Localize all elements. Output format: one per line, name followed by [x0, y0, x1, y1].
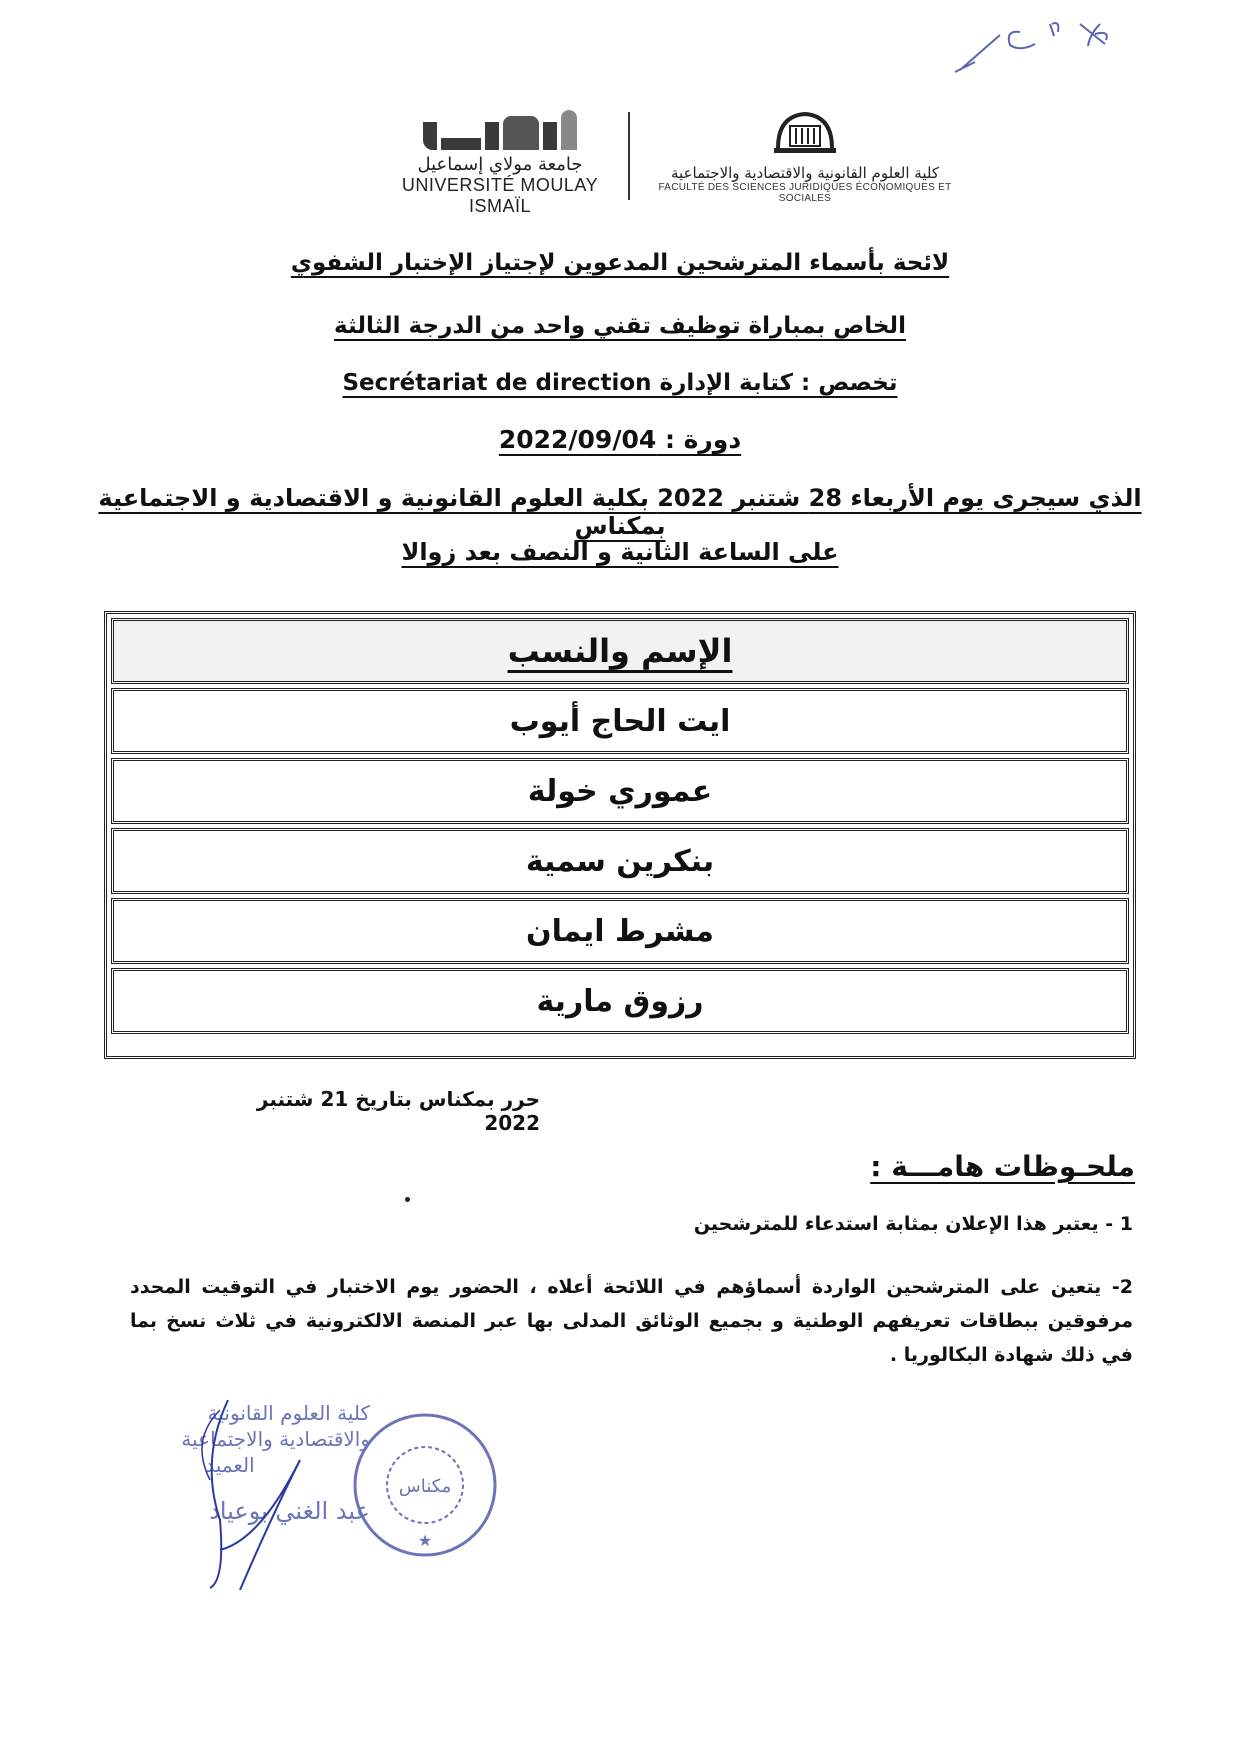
university-logo [385, 108, 615, 216]
note-item-2: 2- يتعين على المترشحين الواردة أسماؤهم في اللائحة أعلاه ، الحضور يوم الاختبار في التوقيت المحدد مرفوقين ببطاقات تعريفهم الوطنية و بجميع الوثائق المدلى بها عبر المنصة الالكترونية في ثلاث نسخ بما في ذلك شهادة البكالوريا . [130, 1276, 1133, 1366]
candidates-table [104, 611, 1136, 1059]
table-row: مشرط ايمان [111, 898, 1129, 964]
title-line-6: على الساعة الثانية و النصف بعد زوالا [401, 538, 839, 566]
stamp-signature-name: عبد الغني بوعياد [209, 1497, 370, 1525]
signature [180, 1400, 360, 1590]
round-stamp [350, 1410, 500, 1560]
handwritten-marks [940, 10, 1230, 80]
table-row: رزوق مارية [111, 968, 1129, 1034]
round-stamp-text: مكناس [398, 1476, 452, 1497]
table-row: ايت الحاج أيوب [111, 688, 1129, 754]
logo-divider [628, 112, 630, 200]
table-header: الإسم والنسب [111, 618, 1129, 684]
table-row: عموري خولة [111, 758, 1129, 824]
svg-text:★: ★ [417, 1531, 433, 1550]
stamp-line-3: العميد [205, 1453, 255, 1477]
stamp-line-1: كلية العلوم القانونية [207, 1401, 370, 1425]
title-line-3: تخصص : كتابة الإدارة Secrétariat de direction [342, 370, 898, 396]
university-name-arabic: جامعة مولاي إسماعيل [417, 154, 583, 175]
title-line-1: لائحة بأسماء المترشحين المدعوين لإجتياز الإختبار الشفوي [290, 250, 950, 276]
stray-dot [405, 1197, 410, 1202]
university-name-french: UNIVERSITÉ MOULAY ISMAÏL [401, 175, 599, 216]
title-line-4: دورة : 2022/09/04 [498, 425, 742, 454]
table-row: بنكرين سمية [111, 828, 1129, 894]
faculty-name-arabic: كلية العلوم القانونية والاقتصادية والاجتماعية [671, 164, 939, 182]
title-line-5: الذي سيجرى يوم الأربعاء 28 شتنبر 2022 بكلية العلوم القانونية و الاقتصادية و الاجتماعية بمكناس [98, 484, 1142, 540]
issued-date: حرر بمكناس بتاريخ 21 شتنبر 2022 [256, 1087, 540, 1135]
title-line-2: الخاص بمباراة توظيف تقني واحد من الدرجة الثالثة [334, 313, 906, 339]
stamp-line-2: والاقتصادية والاجتماعية [181, 1427, 370, 1451]
faculty-name-french: FACULTÉ DES SCIENCES JURIDIQUES ÉCONOMIQUES ET SOCIALES [658, 182, 952, 204]
notes-title: ملحـوظات هامـــة : [870, 1150, 1135, 1183]
umi-logo-mark [385, 108, 615, 150]
faculty-building-icon [770, 108, 840, 156]
note-item-1: 1 - يعتبر هذا الإعلان بمثابة استدعاء للمترشحين [693, 1213, 1133, 1235]
faculty-logo [640, 108, 970, 208]
